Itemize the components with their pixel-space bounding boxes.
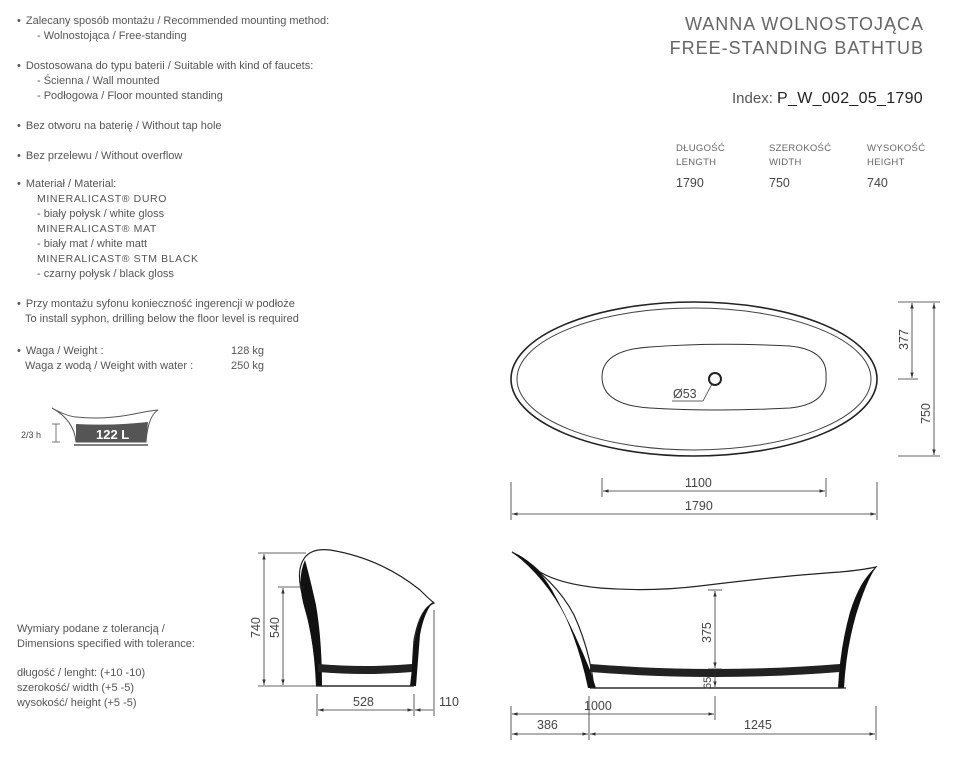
- capacity-volume: 122 L: [96, 427, 130, 442]
- top-half-width-label: 377: [897, 329, 911, 350]
- tolerance-length: długość / lenght: (+10 -10): [17, 667, 146, 679]
- top-view-inner-rim: [517, 308, 871, 450]
- tolerance-line-1: Wymiary podane z tolerancją /: [17, 623, 165, 635]
- syphon-note-en: To install syphon, drilling below the floor level is required: [25, 313, 299, 325]
- mounting-method-value: - Wolnostojąca / Free-standing: [37, 30, 187, 42]
- side-view: [249, 550, 459, 716]
- faucet-type-label: • Dostosowana do typu baterii / Suitable with kind of faucets:: [17, 59, 329, 74]
- index-label: Index:: [732, 90, 773, 107]
- front-offset-left-label: 386: [537, 718, 558, 732]
- dim-length-en: LENGTH: [676, 157, 717, 168]
- drain-diameter-label: Ø53: [673, 387, 697, 401]
- drain-icon: [709, 373, 721, 385]
- tolerance-line-2: Dimensions specified with tolerance:: [17, 638, 195, 650]
- dim-height-value: 740: [867, 176, 888, 190]
- tolerance-height: wysokość/ height (+5 -5): [17, 697, 137, 709]
- faucet-type-floor: - Podłogowa / Floor mounted standing: [37, 90, 223, 102]
- material-2-desc: - biały mat / white matt: [37, 238, 148, 250]
- top-inner-length-label: 1100: [685, 476, 712, 490]
- mounting-method-label: • Zalecany sposób montażu / Recommended mounting method:: [17, 14, 329, 29]
- capacity-fill-label: 2/3 h: [21, 430, 42, 440]
- dim-width-pl: SZEROKOŚĆ: [769, 143, 832, 154]
- weight-value: 128 kg: [231, 345, 265, 357]
- tolerance-width: szerokość/ width (+5 -5): [17, 682, 135, 694]
- syphon-note-pl: • Przy montażu syfonu konieczność ingerencji w podłoże: [17, 297, 329, 312]
- material-1-desc: - biały połysk / white gloss: [37, 208, 165, 220]
- top-total-width-label: 750: [919, 403, 933, 424]
- material-3-desc: - czarny połysk / black gloss: [37, 268, 174, 280]
- top-view: [511, 302, 940, 520]
- title-pl: WANNA WOLNOSTOJĄCA: [684, 14, 924, 34]
- weight-label: • Waga / Weight :: [17, 344, 104, 359]
- overflow-note: • Bez przelewu / Without overflow: [17, 149, 329, 164]
- material-1-name: MINERALICAST® DURO: [37, 193, 167, 205]
- side-overhang-label: 110: [439, 695, 459, 709]
- material-3-name: MINERALICAST® STM BLACK: [37, 253, 199, 265]
- dim-length-value: 1790: [676, 176, 704, 190]
- front-inner-depth-label: 375: [700, 622, 714, 643]
- top-view-basin: [602, 344, 826, 410]
- dim-length-pl: DŁUGOŚĆ: [676, 143, 726, 154]
- faucet-type-wall: - Ścienna / Wall mounted: [37, 75, 160, 87]
- dim-height-pl: WYSOKOŚĆ: [867, 143, 926, 154]
- weight-water-value: 250 kg: [231, 360, 265, 372]
- top-view-outer-rim: [511, 302, 877, 456]
- front-offset-right-label: 1245: [744, 718, 772, 732]
- front-base-height-label: 65: [702, 676, 714, 689]
- top-total-length-label: 1790: [685, 499, 713, 513]
- weight-water-label: Waga z wodą / Weight with water :: [25, 360, 194, 372]
- dim-height-en: HEIGHT: [867, 157, 905, 168]
- dim-width-value: 750: [769, 176, 790, 190]
- front-base-length-label: 1000: [584, 699, 612, 713]
- material-2-name: MINERALICAST® MAT: [37, 223, 157, 235]
- side-inner-height-label: 540: [268, 617, 282, 638]
- index-value: P_W_002_05_1790: [777, 90, 923, 107]
- dim-width-en: WIDTH: [769, 157, 802, 168]
- side-base-width-label: 528: [353, 695, 374, 709]
- title-en: FREE-STANDING BATHTUB: [669, 38, 924, 58]
- side-total-height-label: 740: [249, 617, 263, 638]
- front-view: [511, 552, 876, 740]
- material-label: • Materiał / Material:: [17, 177, 329, 192]
- tap-hole-note: • Bez otworu na baterię / Without tap hole: [17, 119, 329, 134]
